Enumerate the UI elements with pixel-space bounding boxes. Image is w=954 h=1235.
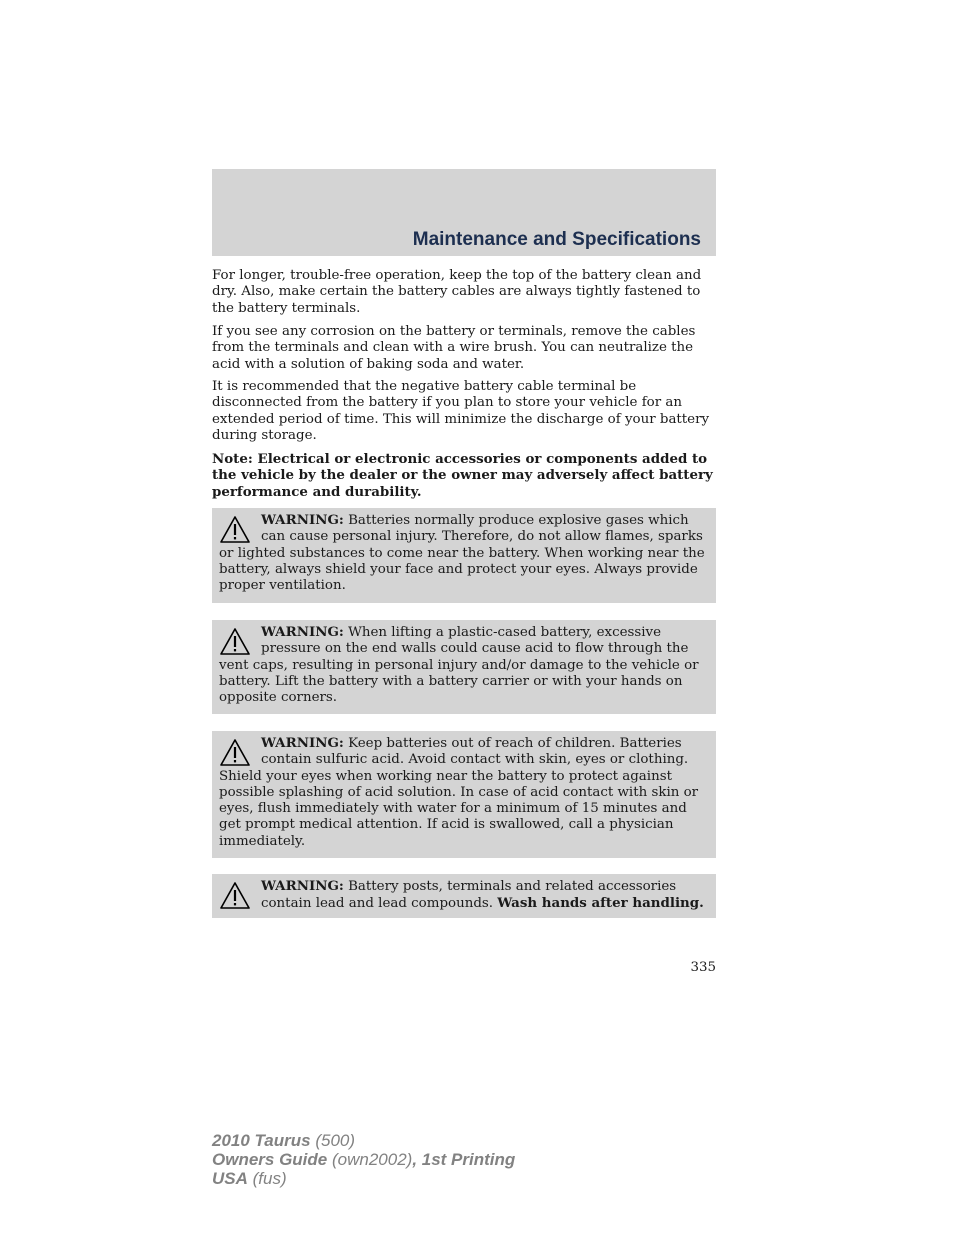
warning-label: WARNING: — [261, 624, 344, 640]
warning-text — [219, 512, 708, 594]
warning-body: Batteries normally produce explosive gases which can cause personal injury. Therefore, do not allow flames, sparks or lighted substances to come near the battery. When working near the battery, always shield your face and protect your eyes. Always provide proper ventilation. — [219, 513, 705, 594]
footer-line-guide — [212, 1150, 515, 1169]
footer-market: USA — [212, 1169, 248, 1188]
warning-box-sulfuric-acid — [212, 731, 716, 858]
paragraph-corrosion: If you see any corrosion on the battery or terminals, remove the cables from the terminals and clean with a wire brush. You can neutralize the acid with a solution of baking soda and water. — [212, 324, 696, 372]
warning-triangle-icon — [219, 515, 251, 545]
warning-box-lifting-battery — [212, 620, 716, 714]
warning-label: WARNING: — [261, 512, 344, 528]
warning-label: WARNING: — [261, 735, 344, 751]
warning-text — [219, 624, 708, 706]
warning-label: WARNING: — [261, 878, 344, 894]
note-accessories: Note: Electrical or electronic accessories or components added to the vehicle by the dealer or the owner may adversely affect battery performance and durability. — [212, 451, 713, 500]
warning-text — [219, 735, 708, 850]
section-title: Maintenance and Specifications — [412, 229, 701, 250]
paragraph-battery-care: For longer, trouble-free operation, keep the top of the battery clean and dry. Also, make certain the battery cables are always tightly fastened to the battery terminals. — [212, 268, 702, 316]
warning-box-explosive-gases — [212, 508, 716, 603]
warning-body: Battery posts, terminals and related accessories contain lead and lead compounds. — [261, 879, 677, 912]
footer-guide-code: (own2002) — [331, 1150, 413, 1169]
warning-triangle-icon — [219, 881, 251, 911]
warning-box-lead-compounds — [212, 874, 716, 918]
page-number: 335 — [690, 960, 716, 975]
warning-body: Keep batteries out of reach of children. Batteries contain sulfuric acid. Avoid contact with skin, eyes or clothing. Shield your eyes when working near the battery to protect against possible splashing of acid solution. In case of acid contact with skin or eyes, flush immediately with water for a minimum of 15 minutes and get prompt medical attention. If acid is swallowed, call a physician immediately. — [219, 736, 699, 849]
footer-line-model — [212, 1131, 515, 1150]
paragraph-storage: It is recommended that the negative battery cable terminal be disconnected from the battery if you plan to store your vehicle for an extended period of time. This will minimize the discharge of your battery during storage. — [212, 379, 710, 443]
section-header-band — [212, 169, 716, 256]
warning-triangle-icon — [219, 738, 251, 768]
footer-guide: Owners Guide — [212, 1150, 328, 1169]
footer-market-code: (fus) — [252, 1169, 287, 1188]
warning-triangle-icon — [219, 627, 251, 657]
footer-model-code: (500) — [315, 1131, 356, 1150]
footer-line-market — [212, 1169, 515, 1188]
warning-text — [219, 878, 708, 913]
warning-body: When lifting a plastic-cased battery, excessive pressure on the end walls could cause acid to flow through the vent caps, resulting in personal injury and/or damage to the vehicle or battery. Lift the battery with a battery carrier or with your hands on opposite corners. — [219, 625, 699, 706]
footer-model: 2010 Taurus — [212, 1131, 311, 1150]
footer-print-info — [212, 1131, 515, 1188]
footer-printing: , 1st Printing — [412, 1150, 516, 1169]
warning-emphasis: Wash hands after handling. — [497, 895, 704, 912]
